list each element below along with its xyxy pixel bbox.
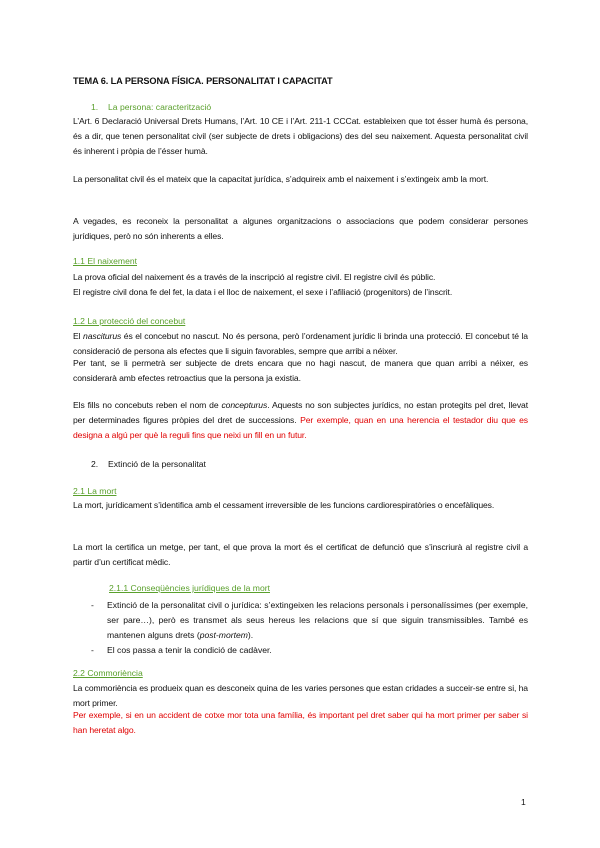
paragraph: La personalitat civil és el mateix que la capacitat jurídica, s’adquireix amb el naixement i s’extingeix amb la mort. — [73, 174, 489, 184]
example-text: Per exemple, quan en una herencia el testador diu que es designa a algú per què la reguli fins que neixi un fill en un futur. — [73, 415, 528, 440]
list-item — [91, 598, 528, 643]
paragraph: L’Art. 6 Declaració Universal Drets Humans, l’Art. 10 CE i l’Art. 211-1 CCCat. estableixen que tot ésser humà és persona, és a dir, que tenen personalitat civil (ser subjecte de drets i obligacions) des del seu naixement. Aquesta personalitat civil és inherent i pròpia de l’ésser humà. — [73, 116, 528, 156]
section-2-title: Extinció de la personalitat — [108, 459, 206, 469]
paragraph: La mort, jurídicament s’identifica amb el cessament irreversible de les funcions cardiorespiratòries o encefàliques. — [73, 500, 495, 510]
text-run: Els fills no concebuts reben el nom de — [73, 400, 222, 410]
text-run: El — [73, 331, 84, 341]
section-1-heading — [91, 102, 211, 112]
text-run: ). — [247, 630, 254, 640]
section-1-number: 1. — [91, 102, 99, 112]
paragraph: A vegades, es reconeix la personalitat a algunes organitzacions o associacions que podem considerar persones jurídiques, però no són inherents a elles. — [73, 216, 528, 241]
text-run: Extinció de la personalitat civil o jurídica: s’extingeixen les relacions personals i personalíssimes (per exemple, ser pare…), però es transmet als seus hereus les relacions que sí que siguin transmissibles. També es mantenen alguns drets ( — [107, 600, 528, 640]
document-title: TEMA 6. LA PERSONA FÍSICA. PERSONALITAT I CAPACITAT — [73, 76, 333, 86]
section-1-title: La persona: caracterització — [108, 102, 212, 112]
paragraph: El registre civil dona fe del fet, la data i el lloc de naixement, el sexe i l’afiliació (progenitors) de l’inscrit. — [73, 287, 453, 297]
subsection-heading: 2.1 La mort — [73, 486, 117, 496]
term-nasciturus: nasciturus — [83, 331, 122, 341]
text-run: és el concebut no nascut. No és persona, però l’ordenament jurídic li brinda una protecció. El concebut té la consideració de persona als efectes que li siguin favorables, sempre que arribi a néixer. — [73, 331, 528, 356]
list-item: - El cos passa a tenir la condició de cadàver. — [91, 643, 528, 658]
term-concepturus: concepturus — [221, 400, 268, 410]
bullet-list — [91, 598, 528, 658]
subsection-heading: 1.1 El naixement — [73, 256, 138, 266]
paragraph: Per tant, se li permetrà ser subjecte de drets encara que no hagi nascut, de manera que quan arribi a néixer, es considerarà amb efectes retroactius que la persona ja existia. — [73, 358, 528, 383]
term-post-mortem: post-mortem — [199, 630, 248, 640]
paragraph: La commoriència es produeix quan es desconeix quina de les varies persones que estan cridades a succeir-se entre si, ha mort primer. — [73, 683, 528, 708]
paragraph — [73, 329, 528, 359]
page-number: 1 — [521, 797, 526, 807]
section-2-heading — [91, 459, 206, 469]
paragraph — [73, 398, 528, 443]
subsection-heading: 2.2 Commoriència — [73, 668, 143, 678]
example-paragraph: Per exemple, si en un accident de cotxe mor tota una família, és important pel dret saber qui ha mort primer per saber si han heretat algo. — [73, 710, 528, 735]
subsection-heading: 1.2 La protecció del concebut — [73, 316, 186, 326]
paragraph: La prova oficial del naixement és a través de la inscripció al registre civil. El registre civil és públic. — [73, 272, 436, 282]
section-2-number: 2. — [91, 459, 99, 469]
paragraph: La mort la certifica un metge, per tant, el que prova la mort és el certificat de defunció que s’inscriurà al registre civil a partir d’un certificat mèdic. — [73, 542, 528, 567]
text-run: . Aquests no son subjectes jurídics, no estan protegits pel dret, llevat per determinades figures pròpies del dret de successions. — [73, 400, 528, 425]
subsubsection-heading: 2.1.1 Conseqüències jurídiques de la mort — [109, 583, 270, 593]
